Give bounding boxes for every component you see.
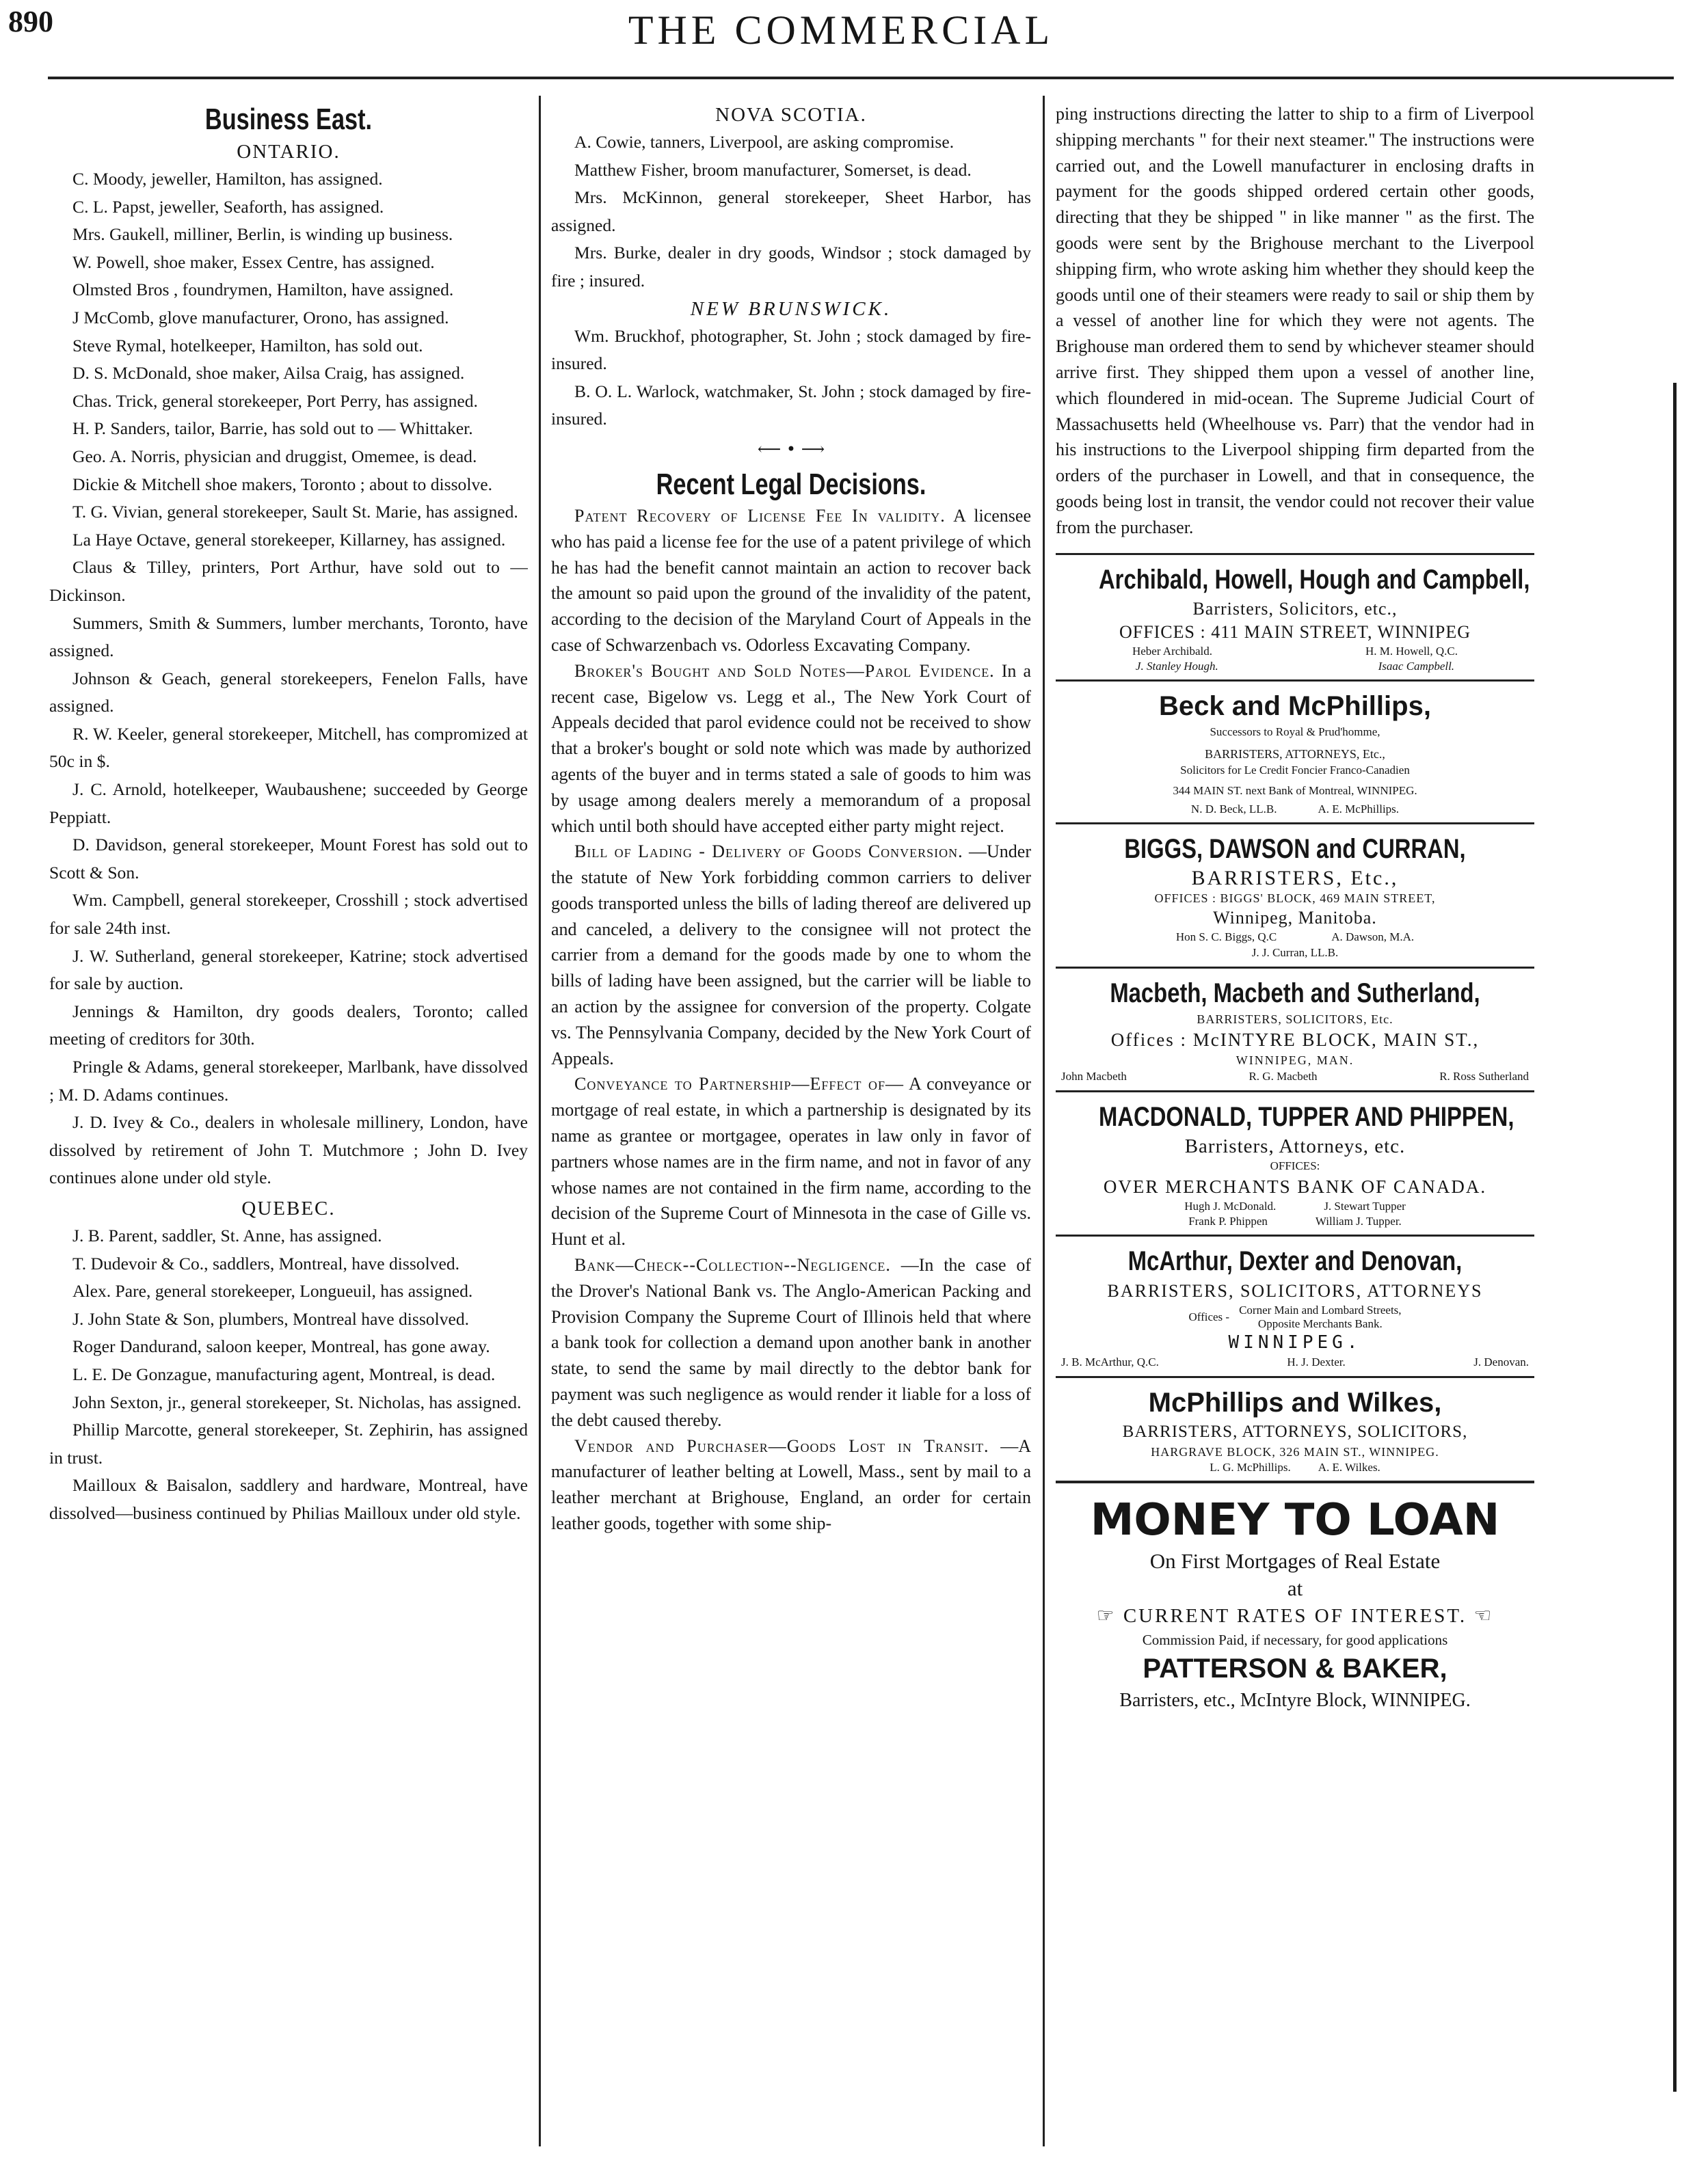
new-brunswick-list xyxy=(551,323,1031,433)
decision-text: A conveyance or mortgage of real estate, in which a partnership is designated by its name as grantee or mortgagee, operates in law only in favor of partners whose names are in the firm name, and not in favor of any whose names are not contained in the firm name, according to the decision of the Supreme Court of Minnesota in the case of Gille vs. Hunt et al. xyxy=(551,1074,1031,1250)
partner-name: J. J. Curran, LL.B. xyxy=(1251,945,1339,959)
partner-name: A. E. McPhillips. xyxy=(1318,802,1400,815)
partner-name: Heber Archibald. xyxy=(1132,644,1213,658)
business-notice: Claus & Tilley, printers, Port Arthur, have sold out to — Dickinson. xyxy=(49,557,528,605)
ad-money-to-loan xyxy=(1056,1481,1534,1720)
decision-text: —A manufacturer of leather belting at Lowell, Mass., sent by mail to a leather merchant at Brighouse, England, an order for certain leather goods, together with some ship- xyxy=(551,1435,1031,1534)
legal-decisions-list xyxy=(551,503,1031,1537)
page-number: 890 xyxy=(8,5,53,38)
decision-caption: Conveyance to Partnership—Effect of— xyxy=(574,1074,905,1094)
partner-name: J. Stanley Hough. xyxy=(1135,659,1218,673)
ad-firm-name: MACDONALD, TUPPER AND PHIPPEN, xyxy=(1099,1101,1514,1132)
ad-line: Barristers, Attorneys, etc. xyxy=(1184,1135,1406,1157)
business-notice: T. G. Vivian, general storekeeper, Sault St. Marie, has assigned. xyxy=(72,502,518,522)
ad-address: Offices : McINTYRE BLOCK, MAIN ST., xyxy=(1110,1029,1480,1050)
business-notice: Johnson & Geach, general storekeepers, Fenelon Falls, have assigned. xyxy=(49,668,528,716)
decision-caption: Broker's Bought and Sold Notes—Parol Evidence. xyxy=(574,660,995,681)
partner-name: J. Denovan. xyxy=(1473,1355,1529,1369)
ad-firm-name: Archibald, Howell, Hough and Campbell, xyxy=(1099,564,1530,595)
ad-line: WINNIPEG, MAN. xyxy=(1236,1053,1354,1067)
partner-name: A. E. Wilkes. xyxy=(1318,1460,1380,1474)
loan-line: Barristers, etc., McIntyre Block, WINNIPEG. xyxy=(1119,1689,1471,1711)
legal-decisions-heading: Recent Legal Decisions. xyxy=(656,467,926,501)
ad-firm-name: McArthur, Dexter and Denovan, xyxy=(1127,1245,1463,1276)
business-notice: Summers, Smith & Summers, lumber merchants, Toronto, have assigned. xyxy=(49,612,528,661)
legal-decision xyxy=(551,1433,1031,1537)
ad-address: OVER MERCHANTS BANK OF CANADA. xyxy=(1103,1176,1487,1197)
ad-line: OFFICES: xyxy=(1270,1159,1320,1172)
legal-decision xyxy=(551,503,1031,658)
loan-firm-name: PATTERSON & BAKER, xyxy=(1143,1653,1447,1684)
ad-line: Barristers, Solicitors, etc., xyxy=(1192,598,1398,619)
decision-caption: Bank—Check--Collection--Negligence. xyxy=(574,1255,891,1276)
business-notice: Pringle & Adams, general storekeeper, Marlbank, have dissolved ; M. D. Adams continues. xyxy=(49,1057,528,1105)
decision-caption: Patent Recovery of License Fee In validity. xyxy=(574,505,946,526)
ad-address: HARGRAVE BLOCK, 326 MAIN ST., WINNIPEG. xyxy=(1151,1444,1439,1459)
business-notice: Roger Dandurand, saloon keeper, Montreal, has gone away. xyxy=(72,1336,490,1357)
ad-mcarthur-dexter-denovan xyxy=(1056,1235,1534,1376)
business-notice: Olmsted Bros , foundrymen, Hamilton, have assigned. xyxy=(72,280,454,300)
ad-address: Corner Main and Lombard Streets, xyxy=(1239,1303,1402,1317)
ad-firm-name: Macbeth, Macbeth and Sutherland, xyxy=(1110,978,1480,1008)
column-legal xyxy=(551,101,1031,2145)
business-notice: Steve Rymal, hotelkeeper, Hamilton, has sold out. xyxy=(72,335,423,355)
partner-name: William J. Tupper. xyxy=(1315,1214,1402,1228)
ad-line: BARRISTERS, ATTORNEYS, SOLICITORS, xyxy=(1122,1422,1468,1441)
ad-line: Solicitors for Le Credit Foncier Franco-Canadien xyxy=(1180,763,1410,777)
nova-scotia-label: NOVA SCOTIA. xyxy=(715,104,867,126)
column-rule-right xyxy=(1043,96,1045,2146)
partner-name: H. J. Dexter. xyxy=(1287,1355,1346,1369)
legal-decision xyxy=(551,658,1031,839)
business-notice: Geo. A. Norris, physician and druggist, Omemee, is dead. xyxy=(72,446,477,466)
partner-name: J. Stewart Tupper xyxy=(1324,1199,1406,1213)
partner-name: A. Dawson, M.A. xyxy=(1331,930,1415,943)
partner-name: N. D. Beck, LL.B. xyxy=(1190,802,1277,815)
business-notice: Chas. Trick, general storekeeper, Port Perry, has assigned. xyxy=(72,390,478,411)
ad-mcphillips-wilkes xyxy=(1056,1376,1534,1481)
decision-text: —In the case of the Drover's National Bank vs. The Anglo-American Packing and Provision Company the Supreme Court of Illinois held that where a bank took for collection a demand upon another bank in another state, to send the same by mail directly to the debtor bank for payment was such negligence as would render it liable for a loss of the debt caused thereby. xyxy=(551,1255,1031,1430)
partner-name: J. B. McArthur, Q.C. xyxy=(1061,1355,1159,1369)
ad-line: BARRISTERS, SOLICITORS, ATTORNEYS xyxy=(1107,1280,1483,1301)
ad-address: OFFICES : BIGGS' BLOCK, 469 MAIN STREET, xyxy=(1154,891,1436,905)
ad-city: WINNIPEG. xyxy=(1228,1332,1362,1353)
ad-archibald-howell xyxy=(1056,553,1534,679)
business-notice: Wm. Campbell, general storekeeper, Crosshill ; stock advertised for sale 24th inst. xyxy=(49,890,528,939)
partner-name: Hugh J. McDonald. xyxy=(1184,1199,1277,1213)
partner-name: John Macbeth xyxy=(1061,1069,1127,1083)
business-notice: A. Cowie, tanners, Liverpool, are asking compromise. xyxy=(574,132,955,152)
decision-caption: Bill of Lading - Delivery of Goods Conversion. xyxy=(574,841,963,862)
business-notice: J. B. Parent, saddler, St. Anne, has assigned. xyxy=(72,1225,382,1245)
business-notice: R. W. Keeler, general storekeeper, Mitchell, has compromized at 50c in $. xyxy=(49,723,528,772)
business-notice: J. John State & Son, plumbers, Montreal have dissolved. xyxy=(72,1308,470,1329)
quebec-list xyxy=(49,1222,528,1528)
ad-address: Opposite Merchants Bank. xyxy=(1257,1317,1383,1330)
business-notice: Jennings & Hamilton, dry goods dealers, Toronto; called meeting of creditors for 30th. xyxy=(49,1001,528,1049)
continued-decision-text: ping instructions directing the latter to ship to a firm of Liverpool shipping merchants " for their next steamer." The instructions were carried out, and the Lowell manufacturer in enclosing drafts in payment for the goods shipped ordered certain other goods, directing that they be shipped " in like manner " as the first. The goods were sent by the Brighouse merchant to the Liverpool shipping firm, who wrote asking him whether they should keep the goods until one of their steamers were ready to sail or ship them by a vessel of another line for which they were not agents. The Brighouse man ordered them to send by whichever steamer should arrive first. They shipped them upon a vessel of another line, which floundered in mid-ocean. The Supreme Judicial Court of Massachusetts held (Wheelhouse vs. Parr) that the vendor had in his instructions to the Liverpool shipping firm departed from the orders of the purchaser in Lowell, and that in consequence, the goods being lost in transit, the vendor could not recover their value from the purchaser. xyxy=(1056,104,1534,537)
business-notice: L. E. De Gonzague, manufacturing agent, Montreal, is dead. xyxy=(72,1364,496,1384)
business-notice: Matthew Fisher, broom manufacturer, Somerset, is dead. xyxy=(574,159,972,180)
ad-beck-mcphillips xyxy=(1056,679,1534,822)
column-rule-left xyxy=(539,96,541,2146)
ad-firm-name: Beck and McPhillips, xyxy=(1159,690,1431,721)
nova-scotia-list xyxy=(551,129,1031,295)
business-notice: Mrs. Gaukell, milliner, Berlin, is winding up business. xyxy=(72,224,453,245)
business-notice: Mailloux & Baisalon, saddlery and hardware, Montreal, have dissolved—business continued by Philias Mailloux under old style. xyxy=(49,1475,528,1523)
ontario-label: ONTARIO. xyxy=(237,141,341,163)
loan-rates: ☞ CURRENT RATES OF INTEREST. ☜ xyxy=(1096,1604,1494,1627)
page-edge-mark xyxy=(1673,383,1677,2092)
business-notice: C. Moody, jeweller, Hamilton, has assigned. xyxy=(72,169,383,189)
legal-decision xyxy=(551,1071,1031,1252)
business-notice: J. W. Sutherland, general storekeeper, Katrine; stock advertised for sale by auction. xyxy=(49,945,528,994)
business-east-heading: Business East. xyxy=(204,103,373,136)
partner-name: H. M. Howell, Q.C. xyxy=(1365,644,1458,658)
business-notice: Alex. Pare, general storekeeper, Longueuil, has assigned. xyxy=(72,1281,473,1302)
business-notice: Phillip Marcotte, general storekeeper, St. Zephirin, has assigned in trust. xyxy=(49,1420,528,1468)
column-advertisements xyxy=(1056,101,1534,2145)
ad-firm-name: BIGGS, DAWSON and CURRAN, xyxy=(1124,833,1466,864)
business-notice: Mrs. Burke, dealer in dry goods, Windsor ; stock damaged by fire ; insured. xyxy=(551,243,1031,291)
ad-line: BARRISTERS, ATTORNEYS, Etc., xyxy=(1205,746,1385,761)
ad-line: BARRISTERS, SOLICITORS, Etc. xyxy=(1197,1012,1393,1026)
decision-text: In a recent case, Bigelow vs. Legg et al., The New York Court of Appeals decided that parol evidence could not be received to show that a broker's bought or sold note which was made by authorized agents of the buyer and in terms stated a sale of goods to him was by usage among dealers merely a memorandum of a proposal which until both should have accepted either party might reject. xyxy=(551,660,1031,836)
partner-name: Frank P. Phippen xyxy=(1188,1214,1268,1228)
loan-line: Commission Paid, if necessary, for good applications xyxy=(1142,1631,1448,1648)
business-notice: Dickie & Mitchell shoe makers, Toronto ; about to dissolve. xyxy=(72,474,493,494)
business-notice: D. S. McDonald, shoe maker, Ailsa Craig, has assigned. xyxy=(72,363,465,383)
partner-name: Hon S. C. Biggs, Q.C xyxy=(1175,930,1277,943)
ad-line: BARRISTERS, Etc., xyxy=(1191,866,1399,889)
decision-text: A licensee who has paid a license fee for the use of a patent privilege of which he has had the benefit cannot maintain an action to recover back the amount so paid upon the ground of the invalidity of the patent, according to the decision of the Maryland Court of Appeals in the case of Schwarzenbach vs. Odorless Excavating Company. xyxy=(551,505,1031,655)
loan-line: at xyxy=(1287,1576,1303,1600)
business-notice: T. Dudevoir & Co., saddlers, Montreal, have dissolved. xyxy=(72,1253,460,1273)
ontario-list xyxy=(49,165,528,1192)
partner-name: Isaac Campbell. xyxy=(1378,659,1455,673)
business-notice: La Haye Octave, general storekeeper, Killarney, has assigned. xyxy=(72,529,506,550)
new-brunswick-label: NEW BRUNSWICK. xyxy=(690,297,892,320)
ad-biggs-dawson-curran xyxy=(1056,822,1534,967)
business-notice: John Sexton, jr., general storekeeper, St. Nicholas, has assigned. xyxy=(72,1392,522,1412)
offices-label: Offices - xyxy=(1188,1310,1230,1323)
decision-text: —Under the statute of New York forbidding common carriers to deliver goods transported unless the bills of lading thereof are delivered up and canceled, a delivery to the consignee will not protect the carrier from a demand for the goods made by one to whom the bills of lading have been assigned, but the carrier will be liable to an action by the assignee for conversion of the property. Colgate vs. The Pennsylvania Company, decided by the New York Court of Appeals. xyxy=(551,841,1031,1068)
decision-caption: Vendor and Purchaser—Goods Lost in Transit. xyxy=(574,1435,989,1456)
business-notice: Mrs. McKinnon, general storekeeper, Sheet Harbor, has assigned. xyxy=(551,187,1031,235)
page-title: THE COMMERCIAL xyxy=(628,8,1054,53)
partner-name: L. G. McPhillips. xyxy=(1210,1460,1291,1474)
loan-line: On First Mortgages of Real Estate xyxy=(1149,1548,1441,1573)
legal-decision xyxy=(551,839,1031,1071)
header-rule xyxy=(48,77,1674,79)
business-notice: W. Powell, shoe maker, Essex Centre, has assigned. xyxy=(72,252,435,272)
business-notice: C. L. Papst, jeweller, Seaforth, has assigned. xyxy=(72,196,384,217)
business-notice: J. C. Arnold, hotelkeeper, Waubaushene; succeeded by George Peppiatt. xyxy=(49,779,528,827)
ad-macbeth-sutherland xyxy=(1056,967,1534,1090)
ad-line: Successors to Royal & Prud'homme, xyxy=(1210,725,1380,738)
column-business-east xyxy=(49,101,528,2145)
ad-line: Winnipeg, Manitoba. xyxy=(1213,907,1377,928)
business-notice: J McComb, glove manufacturer, Orono, has assigned. xyxy=(72,307,449,327)
business-notice: J. D. Ivey & Co., dealers in wholesale millinery, London, have dissolved by retirement of John T. Mutchmore ; John D. Ivey continues alone under old style. xyxy=(49,1112,528,1188)
partner-name: R. G. Macbeth xyxy=(1249,1069,1318,1083)
business-notice: H. P. Sanders, tailor, Barrie, has sold out to — Whittaker. xyxy=(72,418,473,439)
loan-title: MONEY TO LOAN xyxy=(1090,1494,1500,1546)
section-divider: ⟵ • ⟶ xyxy=(757,439,825,459)
business-notice: B. O. L. Warlock, watchmaker, St. John ; stock damaged by fire- insured. xyxy=(551,381,1031,429)
business-notice: Wm. Bruckhof, photographer, St. John ; stock damaged by fire- insured. xyxy=(551,325,1031,374)
legal-decision xyxy=(551,1252,1031,1433)
partner-name: R. Ross Sutherland xyxy=(1439,1069,1529,1083)
ad-macdonald-tupper-phippen xyxy=(1056,1090,1534,1235)
quebec-label: QUEBEC. xyxy=(241,1197,336,1219)
ad-address: 344 MAIN ST. next Bank of Montreal, WINNIPEG. xyxy=(1173,783,1417,797)
ad-firm-name: McPhillips and Wilkes, xyxy=(1148,1387,1442,1418)
business-notice: D. Davidson, general storekeeper, Mount Forest has sold out to Scott & Son. xyxy=(49,835,528,882)
ad-address: OFFICES : 411 MAIN STREET, WINNIPEG xyxy=(1119,621,1471,642)
